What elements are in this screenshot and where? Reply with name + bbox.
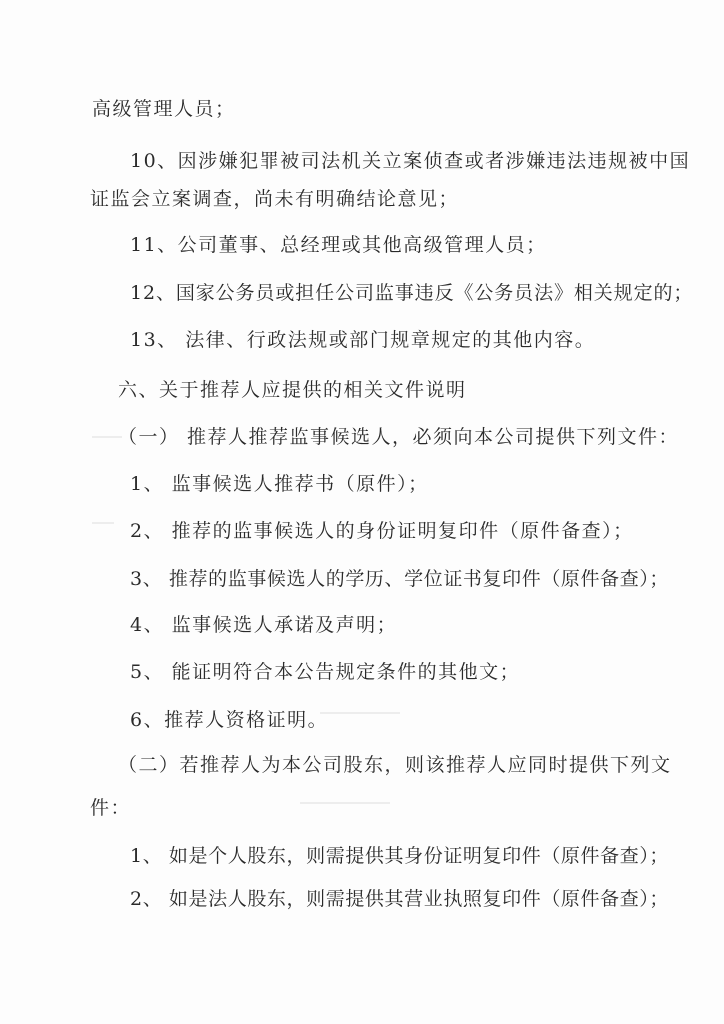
text-line: 6、推荐人资格证明。 [130,709,329,731]
text-line: （一） 推荐人推荐监事候选人，必须向本公司提供下列文件： [118,426,680,448]
text-line: 5、 能证明符合本公告规定条件的其他文； [130,661,521,683]
text-line: 件： [90,797,132,819]
text-line: 10、因涉嫌犯罪被司法机关立案侦查或者涉嫌违法违规被中国 [130,150,691,172]
section-heading: 六、关于推荐人应提供的相关文件说明 [118,379,467,401]
text-line: 11、公司董事、总经理或其他高级管理人员； [130,234,547,256]
text-line: 1、 监事候选人推荐书（原件）； [130,473,429,495]
scan-speck [320,712,400,714]
text-line: 高级管理人员； [92,98,236,120]
text-line: 1、 如是个人股东，则需提供其身份证明复印件（原件备查）； [130,845,670,867]
text-line: 证监会立案调查，尚未有明确结论意见； [90,188,460,210]
text-line: 3、 推荐的监事候选人的学历、学位证书复印件（原件备查）； [130,568,670,590]
text-line: 4、 监事候选人承诺及声明； [130,614,398,636]
scan-speck [300,802,390,804]
text-line: 2、 推荐的监事候选人的身份证明复印件（原件备查）； [130,520,634,542]
text-line: 13、 法律、行政法规或部门规章规定的其他内容。 [130,329,596,351]
text-line: （二）若推荐人为本公司股东，则该推荐人应同时提供下列文 [118,754,672,776]
scan-speck [92,522,114,524]
text-line: 12、国家公务员或担任公司监事违反《公务员法》相关规定的； [130,282,694,304]
text-line: 2、 如是法人股东，则需提供其营业执照复印件（原件备查）； [130,888,670,910]
